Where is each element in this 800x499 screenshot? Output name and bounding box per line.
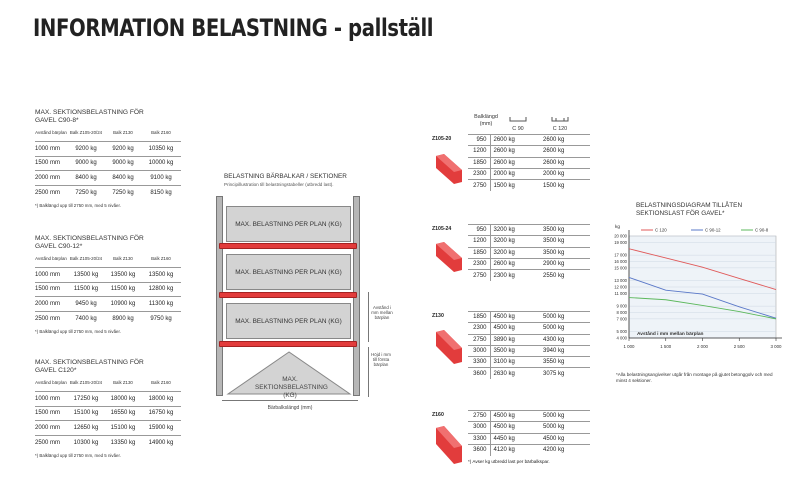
table-row [468,270,590,281]
beam-table-z105-20 [432,134,590,191]
cell: 2600 kg [490,258,540,269]
cell: 8400 kg [105,171,141,186]
load-chart [604,220,794,365]
cell: 17250 kg [67,392,105,407]
cell: 9000 kg [67,156,105,171]
load-box [226,206,351,242]
cell: 3500 kg [540,236,590,247]
table-row [35,406,181,421]
beam-z105-20-icon [432,152,466,188]
cell: 1200 [468,236,490,247]
y-tick-label: 8 000 [616,310,627,315]
table-row [35,185,181,200]
cell: 13500 kg [67,268,105,283]
data-table [35,130,181,200]
table-row [35,297,181,312]
cell: 2500 mm [35,435,67,450]
table-row [468,135,590,146]
cell: 2300 [468,323,490,334]
cell: 4300 kg [540,334,590,345]
cell: 11500 kg [105,282,141,297]
cell: 11500 kg [67,282,105,297]
cell: 7250 kg [105,185,141,200]
table-row [35,171,181,186]
table-row [468,357,590,368]
beam [219,292,357,298]
cell: 8900 kg [105,311,141,326]
beam-label: Z130 [432,313,444,319]
cell: 16750 kg [141,406,181,421]
y-tick-label: 5 000 [616,329,627,335]
y-tick-label: 20 000 [614,233,627,239]
table-row [35,421,181,436]
cell: 1500 kg [540,180,590,191]
table-row [468,444,590,455]
cell: 8400 kg [67,171,105,186]
col-header: Balk Z105-20/24 [69,256,103,261]
cell: 4200 kg [540,444,590,455]
table-row [468,368,590,379]
dim-beam-length: Bärbalkslängd (mm) [267,405,313,411]
profile-icon-c120 [550,115,570,123]
cell: 16550 kg [105,406,141,421]
cell: 3600 [468,444,490,455]
x-tick-label: 1 500 [660,344,672,349]
cell: 7250 kg [67,185,105,200]
table-row [468,312,590,323]
beam-z105-24-icon [432,240,466,276]
x-axis-label: Avstånd i mm mellan bärplan [637,332,704,337]
cell: 950 [468,135,490,146]
cell: 2750 [468,334,490,345]
cell: 4500 kg [540,433,590,444]
cell: 3300 [468,433,490,444]
table-caption: MAX. SEKTIONSBELASTNING FÖR GAVEL C120* [35,359,144,374]
col-header: Avstånd bärplan [35,130,67,135]
data-table [468,134,590,191]
cell: 1000 mm [35,142,67,157]
cell: 10300 kg [67,435,105,450]
cell: 1850 [468,312,490,323]
cell: 15100 kg [67,406,105,421]
table-caption: MAX. SEKTIONSBELASTNING FÖR GAVEL C90-8* [35,109,144,124]
profile-icon-c90 [508,115,528,123]
cell: 3940 kg [540,345,590,356]
cell: 2600 kg [490,157,540,168]
x-tick-label: 2 000 [697,344,708,349]
cell: 2300 [468,258,490,269]
page-title: INFORMATION BELASTNING - pallställ [33,14,434,42]
cell: 3075 kg [540,368,590,379]
cell: 3000 [468,422,490,433]
cell: 2000 kg [540,168,590,179]
cell: 3200 kg [490,247,540,258]
dim-line-vertical [368,292,369,342]
cell: 4120 kg [490,444,540,455]
data-table [468,311,590,379]
cell: 18000 kg [105,392,141,407]
cell: 4500 kg [490,411,540,422]
table-row [468,146,590,157]
cell: 2600 kg [540,157,590,168]
cell: 10350 kg [141,142,181,157]
load-box-label: MAX. BELASTNING PER PLAN (KG) [235,221,342,228]
cell: 15900 kg [141,421,181,436]
data-table [468,410,590,456]
col-header: Balk Z160 [151,380,171,385]
cell: 9200 kg [67,142,105,157]
col-header: Balk Z160 [151,256,171,261]
col-header: Balk Z105-20/24 [69,380,103,385]
col-header: Balk Z130 [113,130,133,135]
table-row [35,156,181,171]
cell: 15100 kg [105,421,141,436]
cell: 3300 [468,357,490,368]
table-row [35,392,181,407]
table-note: *) Balklängd upp till 2750 mm, med 5 nivåer. [35,328,121,334]
table-note: *) Balklängd upp till 2750 mm, med 5 nivåer. [35,452,121,458]
col-header: Balk Z160 [151,130,171,135]
beam [219,243,357,249]
cell: 5000 kg [540,312,590,323]
cell: 12650 kg [67,421,105,436]
table-note: *) Balklängd upp till 2750 mm, med 5 nivåer. [35,202,121,208]
beam-z160-icon [432,424,466,468]
data-table [468,224,590,281]
beam-table-z160 [432,410,590,464]
y-tick-label: 16 000 [614,259,627,264]
section-table-c90-8 [35,109,183,208]
y-tick-label: 19 000 [614,239,627,245]
cell: 2750 [468,270,490,281]
x-tick-label: 3 000 [770,344,782,349]
cell: 13500 kg [105,268,141,283]
cell: 1850 [468,157,490,168]
col-header: Balk Z130 [113,380,133,385]
cell: 1000 mm [35,392,67,407]
cell: 2600 kg [490,135,540,146]
x-tick-label: 1 000 [623,344,635,349]
table-row [468,411,590,422]
cell: 2550 kg [540,270,590,281]
beam-table-z105-24 [432,224,590,281]
cell: 1500 kg [490,180,540,191]
cell: 2000 mm [35,297,67,312]
col-header: Balk Z130 [113,256,133,261]
cell: 4500 kg [490,422,540,433]
section-table-c120 [35,359,183,458]
cell: 2500 mm [35,185,67,200]
cell: 4500 kg [490,323,540,334]
cell: 2750 [468,180,490,191]
y-tick-label: 12 000 [614,284,627,290]
col-header-c120: C 120 [552,126,568,132]
cell: 10000 kg [141,156,181,171]
cell: 9100 kg [141,171,181,186]
data-table [35,256,181,326]
cell: 9200 kg [105,142,141,157]
cell: 18000 kg [141,392,181,407]
cell: 2630 kg [490,368,540,379]
data-table [35,380,181,450]
y-tick-label: 17 000 [614,252,627,258]
section-table-c90-12 [35,235,183,334]
cell: 2600 kg [540,146,590,157]
table-row [468,258,590,269]
cell: 950 [468,225,490,236]
cell: 3200 kg [490,225,540,236]
table-row [35,311,181,326]
y-tick-label: 13 000 [614,278,627,284]
cell: 1500 mm [35,406,67,421]
beam-label: Z105-20 [432,136,452,142]
table-caption: MAX. SEKTIONSBELASTNING FÖR GAVEL C90-12* [35,235,144,250]
cell: 9450 kg [67,297,105,312]
cell: 3500 kg [540,247,590,258]
table-row [468,236,590,247]
cell: 1500 mm [35,156,67,171]
table-row [468,433,590,444]
table-row [468,247,590,258]
load-box [226,254,351,290]
cell: 3100 kg [490,357,540,368]
cell: 10900 kg [105,297,141,312]
cell: 1200 [468,146,490,157]
cell: 2000 kg [490,168,540,179]
beam-z130-icon [432,328,466,368]
table-row [468,422,590,433]
chart-note: *Alla belastningsangivelser utgår från montage på gjutet betonggolv och med minst 4 sektioner. [616,372,773,383]
cell: 2300 kg [490,270,540,281]
beam-table-z130 [432,311,590,379]
table-row [35,268,181,283]
cell: 5000 kg [540,411,590,422]
dim-line-horizontal [222,400,358,401]
section-load-label: MAX. SEKTIONSBELASTNING (KG) [255,376,328,399]
y-tick-label: 4 000 [616,335,627,341]
col-header: Avstånd bärplan [35,380,67,385]
table-row [35,282,181,297]
legend-label: C 120 [655,227,667,233]
cell: 13350 kg [105,435,141,450]
table-row [468,157,590,168]
x-tick-label: 2 500 [733,344,745,349]
table-row [468,334,590,345]
cell: 3600 [468,368,490,379]
cell: 11300 kg [141,297,181,312]
cell: 7400 kg [67,311,105,326]
dim-level-spacing: Avstånd i mm mellan bärplan [371,305,393,320]
y-axis-label: kg [615,225,621,230]
cell: 5000 kg [540,422,590,433]
table-row [468,225,590,236]
diagram-subcaption: Principillustration till belastningstabeller (utbredd last). [224,182,334,187]
cell: 3200 kg [490,236,540,247]
table-row [35,435,181,450]
col-header-c90: C 90 [512,126,524,132]
table-row [468,180,590,191]
cell: 5000 kg [540,323,590,334]
beam-table-note: *) Avser kg utbredd last per bärbalkspar. [468,458,550,464]
legend-label: C 90-8 [755,227,769,233]
load-box [226,303,351,339]
col-header: Avstånd bärplan [35,256,67,261]
beam-label: Z105-24 [432,226,452,232]
y-tick-label: 9 000 [616,303,627,309]
load-box-label: MAX. BELASTNING PER PLAN (KG) [235,269,342,276]
table-row [35,142,181,157]
beam-label: Z160 [432,412,444,418]
cell: 8150 kg [141,185,181,200]
cell: 4450 kg [490,433,540,444]
load-box-label: MAX. BELASTNING PER PLAN (KG) [235,318,342,325]
table-row [468,168,590,179]
cell: 1500 mm [35,282,67,297]
dim-line-vertical [368,347,369,397]
table-row [468,323,590,334]
cell: 4500 kg [490,312,540,323]
cell: 14900 kg [141,435,181,450]
y-tick-label: 7 000 [616,316,627,322]
cell: 9000 kg [105,156,141,171]
col-header-length: Balklängd (mm) [474,114,498,127]
y-tick-label: 15 000 [614,265,627,271]
cell: 9750 kg [141,311,181,326]
y-tick-label: 11 000 [614,290,627,296]
cell: 2000 mm [35,171,67,186]
beam [219,341,357,347]
cell: 3500 kg [540,225,590,236]
col-header: Balk Z105-20/24 [69,130,103,135]
cell: 2900 kg [540,258,590,269]
table-row [468,345,590,356]
cell: 3000 [468,345,490,356]
cell: 2000 mm [35,421,67,436]
cell: 2500 mm [35,311,67,326]
cell: 2300 [468,168,490,179]
diagram-caption: BELASTNING BÄRBALKAR / SEKTIONER [224,173,347,180]
cell: 2600 kg [490,146,540,157]
cell: 3890 kg [490,334,540,345]
legend-label: C 90-12 [705,227,721,233]
cell: 2600 kg [540,135,590,146]
cell: 3550 kg [540,357,590,368]
cell: 12800 kg [141,282,181,297]
cell: 1000 mm [35,268,67,283]
cell: 2750 [468,411,490,422]
dim-first-level: Höjd i mm till första bärplan [371,352,391,367]
cell: 13500 kg [141,268,181,283]
cell: 3500 kg [490,345,540,356]
cell: 1850 [468,247,490,258]
chart-title: BELASTNINGSDIAGRAM TILLÅTEN SEKTIONSLAST FÖR GAVEL* [636,202,743,217]
